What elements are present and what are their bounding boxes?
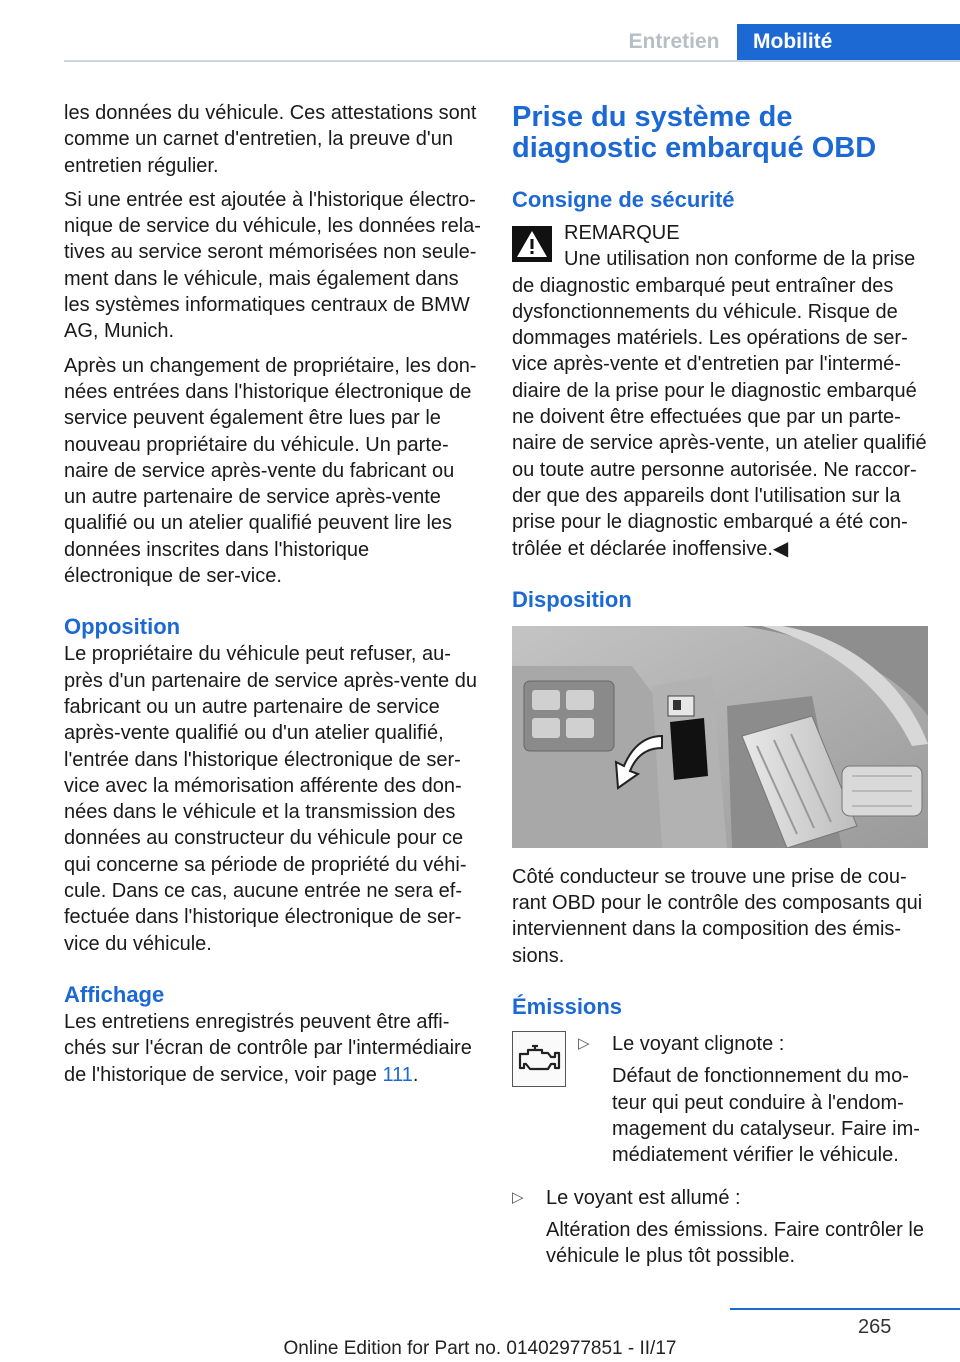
obd-location-photo xyxy=(512,626,928,848)
paragraph-owner-change: Après un changement de propriétaire, les don‐nées entrées dans l'historique électronique de service peuvent également être lues par le nouveau propriétaire du véhicule. Un parte‐naire de service après-vente du fabricant ou un autre partenaire de service après-vente qualifié ou un atelier qualifié peuvent lire les données inscrites dans l'historique électronique de ser‐vice. xyxy=(64,354,477,588)
page-number: 265 xyxy=(858,1316,892,1338)
paragraph-history-entry: Si une entrée est ajoutée à l'historique électro‐nique de service du véhicule, les données rela‐tives au service seront mémorisées non seule‐ment dans le véhicule, mais également dans les systèmes informatiques centraux de BMW AG, Munich. xyxy=(64,188,481,343)
remark-label: REMARQUE xyxy=(564,222,680,244)
bullet2-text: Altération des émissions. Faire contrôler le véhicule le plus tôt possible. xyxy=(546,1218,924,1268)
paragraph-affichage-text: Les entretiens enregistrés peuvent être affi‐chés sur l'écran de contrôle par l'intermédiaire de l'historique de service, voir page xyxy=(64,1010,472,1086)
page-title: Prise du système de diagnostic embarqué OBD xyxy=(512,101,877,164)
header-tab-mobilite[interactable]: Mobilité xyxy=(737,24,960,60)
list-item xyxy=(578,1031,932,1168)
page-link[interactable]: 111 xyxy=(382,1063,413,1086)
remark-first-line: Une utilisation non conforme de la prise xyxy=(564,248,916,271)
right-column xyxy=(512,100,932,1269)
header-divider xyxy=(64,60,960,62)
bullet-triangle-icon: ▷ xyxy=(512,1188,524,1206)
heading-safety: Consigne de sécurité xyxy=(512,187,735,212)
paragraph-affichage-end: . xyxy=(412,1063,419,1086)
paragraph-affichage xyxy=(64,1009,482,1088)
heading-disposition: Disposition xyxy=(512,586,632,612)
list-item xyxy=(512,1185,932,1270)
safety-notice xyxy=(512,220,932,562)
check-engine-icon-box xyxy=(512,1031,566,1087)
bullet2-title: Le voyant est allumé : xyxy=(546,1186,741,1209)
paragraph-disposition: Côté conducteur se trouve une prise de cou‐rant OBD pour le contrôle des composants qui interviennent dans la composition des émis‐sions. xyxy=(512,865,923,967)
emissions-list xyxy=(512,1031,932,1269)
edition-footer: Online Edition for Part no. 01402977851 - II/17 xyxy=(283,1338,677,1359)
warning-triangle-icon xyxy=(512,226,552,262)
header-tab-entretien[interactable]: Entretien xyxy=(628,30,720,53)
heading-affichage: Affichage xyxy=(64,981,165,1007)
left-column xyxy=(64,100,482,1096)
bullet1-text: Défaut de fonctionnement du mo‐teur qui peut conduire à l'endom‐magement du catalyseur. Faire im‐médiatement vérifier le véhicule. xyxy=(612,1065,920,1167)
check-engine-icon xyxy=(518,1044,562,1074)
heading-emissions: Émissions xyxy=(512,994,623,1020)
heading-opposition: Opposition xyxy=(64,614,181,640)
bullet-triangle-icon: ▷ xyxy=(578,1035,590,1053)
bullet1-title: Le voyant clignote : xyxy=(612,1033,785,1056)
footer-divider xyxy=(730,1308,960,1310)
paragraph-records: les données du véhicule. Ces attestations sont comme un carnet d'entretien, la preuve d'un entretien régulier. xyxy=(64,102,477,177)
remark-text: de diagnostic embarqué peut entraîner des dysfonctionnements du véhicule. Risque de dommages matériels. Les opérations de ser‐vice après-vente et d'entretien par l'intermé‐diaire de la prise pour le diagnostic embarqué ne doivent être effectuées que par un parte‐naire de service après-vente, un atelier qualifié ou toute autre personne autorisée. Ne raccor‐der que des appareils dont l'utilisation sur la prise pour le diagnostic embarqué a été con‐trôlée et déclarée inoffensive.◀ xyxy=(512,274,927,560)
paragraph-opposition: Le propriétaire du véhicule peut refuser, au‐près d'un partenaire de service après-vente du fabricant ou un autre partenaire de service après-vente qualifié ou d'un atelier qualifié, l'entrée dans l'historique électronique de ser‐vice avec la mémorisation afférente des don‐nées dans le véhicule et la transmission des données au constructeur du véhicule pour ce qui concerne sa période de propriété du véhi‐cule. Dans ce cas, aucune entrée ne sera ef‐fectuée dans l'historique électronique de ser‐vice du véhicule. xyxy=(64,643,477,955)
